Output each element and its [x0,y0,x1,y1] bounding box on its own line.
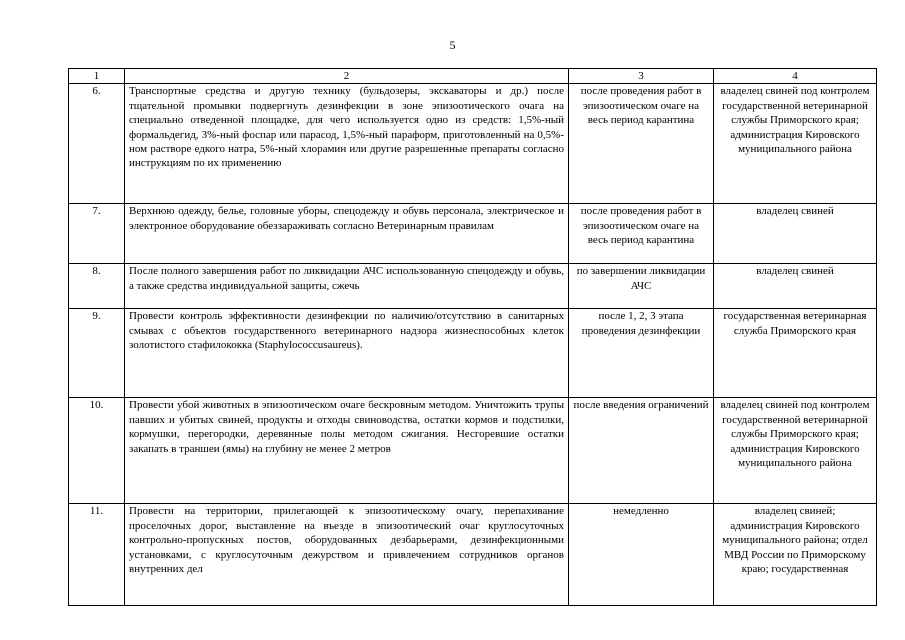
row-number: 11. [69,504,125,606]
page-number: 5 [449,38,456,52]
table-row [69,504,877,606]
row-action: Провести на территории, прилегающей к эпизоотическому очагу, перепахивание проселочных дорог, выставление на въезде в эпизоотический очаг круглосуточных контрольно-пропускных постов, оборудованных дезбарьерами, дезинфекционными установками, с круглосуточным дежурством и привлечением сотрудников органов внутренних дел [125,504,569,606]
row-responsible: владелец свиней [714,204,877,264]
row-number: 9. [69,309,125,398]
table-row [69,84,877,204]
column-header-4: 4 [714,69,877,84]
table-row [69,398,877,504]
row-responsible: владелец свиней [714,264,877,309]
row-responsible: государственная ветеринарная служба Приморского края [714,309,877,398]
row-number: 7. [69,204,125,264]
column-header-2: 2 [125,69,569,84]
row-action: Верхнюю одежду, белье, головные уборы, спецодежду и обувь персонала, электрическое и электронное оборудование обеззараживать согласно Ветеринарным правилам [125,204,569,264]
row-action: После полного завершения работ по ликвидации АЧС использованную спецодежду и обувь, а также средства индивидуальной защиты, сжечь [125,264,569,309]
row-term: после введения ограничений [569,398,714,504]
row-action: Провести убой животных в эпизоотическом очаге бескровным методом. Уничтожить трупы павших и убитых свиней, продукты и отходы свиноводства, остатки кормов и подстилки, кормушки, перегородки, деревянные полы методом сжигания. Несгоревшие остатки закапать в траншеи (ямы) на глубину не менее 2 метров [125,398,569,504]
row-responsible: владелец свиней под контролем государственной ветеринарной службы Приморского края; администрация Кировского муниципального района [714,84,877,204]
table-row [69,309,877,398]
row-number: 6. [69,84,125,204]
measures-table [68,68,877,606]
row-term: после 1, 2, 3 этапа проведения дезинфекции [569,309,714,398]
row-responsible: владелец свиней под контролем государственной ветеринарной службы Приморского края; администрация Кировского муниципального района [714,398,877,504]
column-header-3: 3 [569,69,714,84]
row-responsible: владелец свиней; администрация Кировского муниципального района; отдел МВД России по Приморскому краю; государственная [714,504,877,606]
row-term: по завершении ликвидации АЧС [569,264,714,309]
table-header-row [69,69,877,84]
row-term: после проведения работ в эпизоотическом очаге на весь период карантина [569,204,714,264]
row-action: Провести контроль эффективности дезинфекции по наличию/отсутствию в санитарных смывах с объектов государственного ветеринарного надзора жизнеспособных клеток золотистого стафилококка (Staphylococcusaureus). [125,309,569,398]
column-header-1: 1 [69,69,125,84]
row-action: Транспортные средства и другую технику (бульдозеры, экскаваторы и др.) после тщательной промывки подвергнуть дезинфекции в зоне эпизоотического очага на специально отведенной площадке, для чего используется одно из средств: 1,5%-ный формальдегид, 3%-ный фоспар или парасод, 1,5%-ный параформ, приготовленный на 0,5%-ном растворе едкого натра, 5%-ный хлорамин или другие разрешенные препараты согласно инструкциям по их применению [125,84,569,204]
table-row [69,264,877,309]
row-term: немедленно [569,504,714,606]
row-term: после проведения работ в эпизоотическом очаге на весь период карантина [569,84,714,204]
table-row [69,204,877,264]
row-number: 8. [69,264,125,309]
row-number: 10. [69,398,125,504]
